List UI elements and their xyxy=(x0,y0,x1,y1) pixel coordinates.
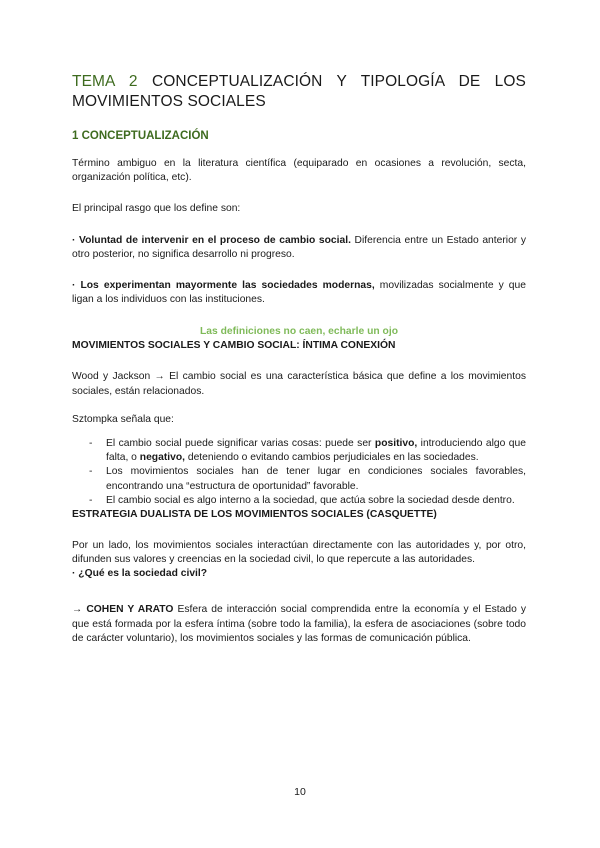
section-heading-conceptualizacion: 1 CONCEPTUALIZACIÓN xyxy=(72,130,209,142)
list-item xyxy=(72,437,526,465)
list-item-text: deteniendo o evitando cambios perjudiciales en las sociedades. xyxy=(184,452,479,464)
highlight-note: Las definiciones no caen, echarle un ojo xyxy=(200,326,398,338)
wood-jackson-paragraph: Wood y Jackson → El cambio social es una característica básica que define a los movimientos sociales, están relacionados. xyxy=(72,371,526,397)
document-page xyxy=(72,72,526,646)
list-item-bold-positivo: positivo, xyxy=(374,438,418,450)
dash-bullet: - xyxy=(89,466,93,478)
point-sociedades-modernas xyxy=(72,279,526,307)
list-item xyxy=(72,494,526,508)
point1-rest: Diferencia entre un Estado anterior y otro posterior, no significa desarrollo ni progreso. xyxy=(72,234,526,260)
point1-bold: · Voluntad de intervenir en el proceso de cambio social. xyxy=(72,234,351,246)
dash-bullet: - xyxy=(89,494,93,506)
cohen-arato-text: Esfera de interacción social comprendida entre la economía y el Estado y que está formada por la esfera íntima (sobre todo la familia), la esfera de asociaciones (sobre todo de carácter voluntario), los movimientos sociales y las formas de comunicación pública. xyxy=(72,604,526,644)
estrategia-paragraph: Por un lado, los movimientos sociales interactúan directamente con las autoridades y, por otro, difunden sus valores y creencias en la sociedad civil, lo que repercute a las autoridades. xyxy=(72,540,526,566)
page-title xyxy=(72,72,526,112)
point2-bold: · Los experimentan mayormente las sociedades modernas, xyxy=(72,280,375,292)
title-number: TEMA 2 xyxy=(72,73,138,90)
intro-paragraph: Término ambiguo en la literatura científica (equiparado en ocasiones a revolución, secta, organización política, etc). xyxy=(72,158,526,184)
question-sociedad-civil: · ¿Qué es la sociedad civil? xyxy=(72,568,208,580)
list-item-bold-negativo: negativo, xyxy=(139,452,185,464)
list-item xyxy=(72,465,526,493)
point-cambio-social xyxy=(72,234,526,262)
cohen-arato-bold: → COHEN Y ARATO xyxy=(72,604,174,616)
point2-rest: movilizadas socialmente y que ligan a los individuos con las instituciones. xyxy=(72,280,526,306)
list-item-text: Los movimientos sociales han de tener lugar en condiciones sociales favorables, encontrando una “estructura de oportunidad” favorable. xyxy=(106,466,526,492)
section-heading-estrategia-dualista: ESTRATEGIA DUALISTA DE LOS MOVIMIENTOS SOCIALES (CASQUETTE) xyxy=(72,509,437,521)
sztompka-list xyxy=(72,437,526,508)
dash-bullet: - xyxy=(89,438,93,450)
list-item-text: El cambio social puede significar varias cosas: puede ser xyxy=(106,438,375,450)
rasgo-paragraph: El principal rasgo que los define son: xyxy=(72,203,241,215)
sztompka-paragraph: Sztompka señala que: xyxy=(72,413,174,425)
list-item-text: introduciendo algo que falta, o xyxy=(106,438,526,464)
title-text: CONCEPTUALIZACIÓN Y TIPOLOGÍA DE LOS MOVIMIENTOS SOCIALES xyxy=(72,73,526,110)
list-item-text: El cambio social es algo interno a la sociedad, que actúa sobre la sociedad desde dentro. xyxy=(106,494,515,506)
page-number: 10 xyxy=(294,786,306,798)
cohen-arato-paragraph xyxy=(72,603,526,646)
section-heading-cambio-social: MOVIMIENTOS SOCIALES Y CAMBIO SOCIAL: ÍNTIMA CONEXIÓN xyxy=(72,340,396,352)
